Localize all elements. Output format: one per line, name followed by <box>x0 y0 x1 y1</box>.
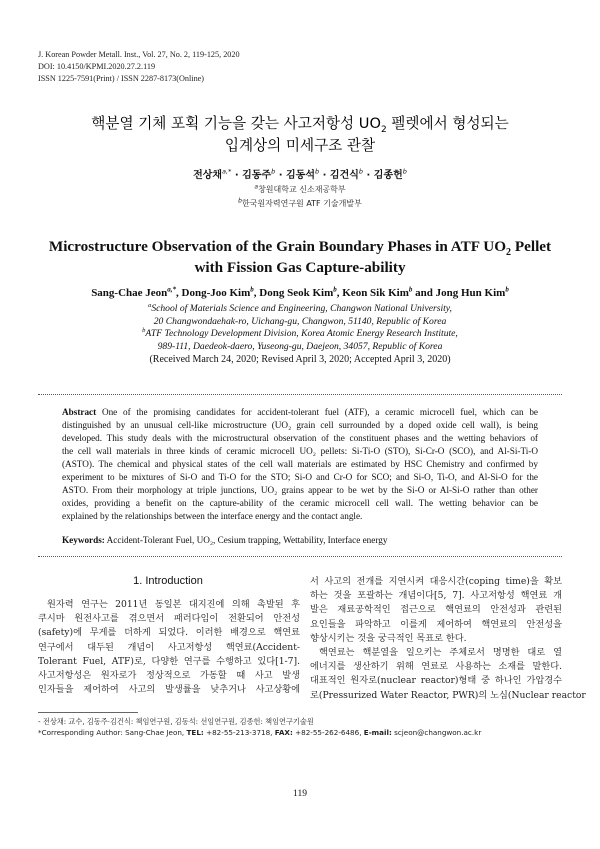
intro-right-column <box>310 575 586 703</box>
abstract-line: Abstract One of the promising candidates for accident-tolerant fuel (ATF), a ceramic microcell fuel, which can be <box>62 407 538 417</box>
paragraph-line: 핵연료는 핵분열을 일으키는 주체로서 명명한 대로 열 <box>319 647 562 659</box>
abstract-line: distinguished by an unusual cell-like microstructure (UO₂ grain cell surrounded by a doped oxide cell wall), is being <box>62 419 538 430</box>
english-title-part: Pellet <box>511 238 552 255</box>
page-number: 119 <box>293 789 307 799</box>
author-separator: · <box>231 170 243 181</box>
tel-label: TEL: <box>186 728 204 737</box>
author-affiliation-mark: b <box>271 167 276 176</box>
korean-title-subscript: 2 <box>380 124 387 135</box>
author-name: Dong-Joo Kim <box>181 287 251 299</box>
author-affiliation-mark: b <box>333 285 337 294</box>
author-name: 김동주 <box>242 170 272 181</box>
paragraph-line: 향상시키는 것을 궁극적인 목표로 한다. <box>310 632 467 644</box>
author-name: 전상채 <box>193 170 223 181</box>
author-separator: , <box>336 287 343 299</box>
footnote <box>38 716 481 738</box>
english-title <box>0 236 600 278</box>
footnote-positions: - 전상채: 교수, 김동주·김건식: 책임연구원, 김동석: 선임연구원, 김종헌: 책임연구기술원 <box>38 717 314 726</box>
footnote-corresponding <box>38 727 481 738</box>
paragraph-line: (safety)에 무게를 더하게 되었다. 이러한 배경으로 핵연료 <box>38 627 300 639</box>
aff-text: School of Materials Science and Engineering, Changwon National University, <box>151 303 452 314</box>
author-separator: · <box>275 170 287 181</box>
author-separator: · <box>319 170 330 181</box>
author-name: 김종헌 <box>373 170 403 181</box>
korean-authors <box>0 166 600 181</box>
paragraph-line: 연구에서 대두된 개념이 사고저항성 핵연료(Accident- <box>38 641 300 653</box>
corr-name: Sang-Chae Jeon, <box>125 728 187 737</box>
paragraph-line: 대표적인 원자로(nuclear reactor)형태 중 하나인 가압경수 <box>310 675 562 687</box>
journal-issn: ISSN 1225-7591(Print) / ISSN 2287-8173(Online) <box>38 74 205 83</box>
author-affiliation-mark: b <box>315 167 320 176</box>
paragraph-line: 인자들을 제어하여 사고의 발생률을 낮추거나 사고상황에 <box>38 684 300 696</box>
korean-affiliation-b <box>0 198 600 209</box>
english-title-line2: with Fission Gas Capture-ability <box>194 259 406 276</box>
aff-text: 창원대학교 신소재공학부 <box>258 185 346 194</box>
korean-affiliation-a <box>0 184 600 195</box>
fax-value: +82-55-262-6486, <box>292 728 364 737</box>
english-title-part: Microstructure Observation of the Grain Boundary Phases in ATF UO <box>48 238 507 255</box>
aff-sup: b <box>238 197 242 205</box>
paragraph-line: Tolerant Fuel, ATF)로, 다양한 연구를 수행하고 있다[1-7]. <box>38 655 300 667</box>
paragraph-line: 서 사고의 전개를 지연시켜 대응시간(coping time)을 확보 <box>310 576 562 587</box>
author-affiliation-mark: b <box>250 285 254 294</box>
aff-text: ATF Technology Development Division, Korea Atomic Energy Research Institute, <box>145 328 458 340</box>
author-separator: , <box>176 287 182 299</box>
abstract-line: explained by the relationships between the interface energy and the contact angle. <box>62 510 363 521</box>
korean-title-part: 핵분열 기체 포획 기능을 갖는 사고저항성 UO <box>91 115 381 132</box>
intro-left-column <box>38 598 300 697</box>
english-authors <box>0 287 600 299</box>
author-affiliation-mark: a,* <box>167 285 177 294</box>
fax-label: FAX: <box>274 728 293 737</box>
journal-doi: DOI: 10.4150/KPMI.2020.27.2.119 <box>38 62 156 71</box>
paragraph-line: 에너지를 생산하기 위해 연료로 사용하는 소재를 말한다. <box>310 661 562 673</box>
abstract-line: experiment to be mixtures of Si-O and Ti-O for the STO; Si-O and Cr-O for SCO; and Si-O, Ti-O, and Al-Si-O for the <box>62 471 538 482</box>
abstract-line: (ASTO). The chemical and physical states of the cell wall materials are estimated by HSC Chemistry and confirmed by <box>62 458 538 469</box>
author-name: Jong Hun Kim <box>435 287 506 299</box>
paragraph-line: 사고저항성은 원자로가 정상적으로 가동할 때 사고 발생 <box>38 670 300 682</box>
abstract-line: oxides, providing a benefit on the capture-ability of the ceramic microcell cell wall. The wetting behavior can be <box>62 497 538 508</box>
korean-title <box>0 113 600 157</box>
author-name: Dong Seok Kim <box>259 287 334 299</box>
korean-title-part: 펠렛에서 형성되는 <box>386 115 509 132</box>
aff-sup: b <box>142 327 146 334</box>
corr-label: *Corresponding Author: <box>38 728 126 737</box>
paragraph-line: 원자력 연구는 2011년 동일본 대지진에 의해 촉발된 후 <box>47 599 300 610</box>
author-affiliation-mark: b <box>358 167 364 176</box>
aff-text: 한국원자력연구원 ATF 기술개발부 <box>241 199 362 208</box>
author-name: 김건식 <box>329 170 359 181</box>
section-heading-introduction: 1. Introduction <box>133 575 203 587</box>
abstract-line: ASTO. From their morphology at triple junctions, UO₂ grains appear to be wet by the Si-O or Al-Si-O rather than other <box>62 484 538 495</box>
keywords <box>62 535 387 545</box>
abstract <box>62 406 538 523</box>
divider-top <box>38 394 562 395</box>
paragraph-line: 하는 것을 포괄하는 개념이다[5, 7]. 사고저항성 핵연료 개 <box>310 590 562 602</box>
abstract-line: developed. This study deals with the microstructural observation of the constituent phases and the wetting behaviors of <box>62 432 538 443</box>
email-value[interactable]: scjeon@changwon.ac.kr <box>391 728 482 737</box>
journal-header <box>38 49 240 85</box>
email-label: E-mail: <box>363 728 392 737</box>
divider-bottom <box>38 556 562 557</box>
keywords-label: Keywords: <box>62 535 105 545</box>
author-affiliation-mark: b <box>505 285 509 294</box>
author-name: Keon Sik Kim <box>342 287 409 299</box>
author-name: 김동석 <box>286 170 315 181</box>
paragraph-line: 요인들을 파악하고 이를게 제어하여 핵연료의 안전성을 <box>310 618 562 630</box>
english-affiliations <box>0 303 600 353</box>
author-separator: , <box>253 287 260 299</box>
english-title-subscript: 2 <box>506 247 512 259</box>
paragraph-line: 로(Pressurized Water Reactor, PWR)의 노심(Nuclear reactor <box>310 689 586 701</box>
aff-sup: a <box>254 183 259 191</box>
aff-sup: a <box>148 301 152 309</box>
author-affiliation-mark: b <box>402 167 407 176</box>
author-affiliation-mark: a,* <box>222 167 232 176</box>
abstract-line: the cell wall materials in three kinds of ceramic microcell UO₂ pellets: Si-Ti-O (STO), Si-Cr-O (SCO), and Al-Si-Ti-O <box>62 445 538 456</box>
keywords-text: Accident-Tolerant Fuel, UO₂, Cesium trapping, Wettability, Interface energy <box>104 535 388 545</box>
author-affiliation-mark: b <box>408 285 413 294</box>
aff-text: 989-111, Daedeok-daero, Yuseong-gu, Daejeon, 34057, Republic of Korea <box>157 340 443 352</box>
journal-citation: J. Korean Powder Metall. Inst., Vol. 27, No. 2, 119-125, 2020 <box>38 50 240 59</box>
author-separator: and <box>412 287 436 299</box>
tel-value: +82-55-213-3718, <box>203 728 275 737</box>
received-dates: (Received March 24, 2020; Revised April 3, 2020; Accepted April 3, 2020) <box>149 354 451 365</box>
paragraph-line: 쿠시마 원전사고를 겪으면서 패러다임이 전환되어 안전성 <box>38 613 300 625</box>
korean-title-line2: 입계상의 미세구조 관찰 <box>224 137 376 154</box>
aff-text: 20 Changwondaehak-ro, Uichang-gu, Changwon, 51140, Republic of Korea <box>153 315 447 327</box>
footnote-rule <box>38 712 138 713</box>
abstract-label: Abstract <box>62 407 97 417</box>
author-name: Sang-Chae Jeon <box>91 287 168 299</box>
author-separator: · <box>363 170 374 181</box>
paragraph-line: 발은 재료공학적인 접근으로 핵연료의 안전성과 관련된 <box>310 604 562 616</box>
